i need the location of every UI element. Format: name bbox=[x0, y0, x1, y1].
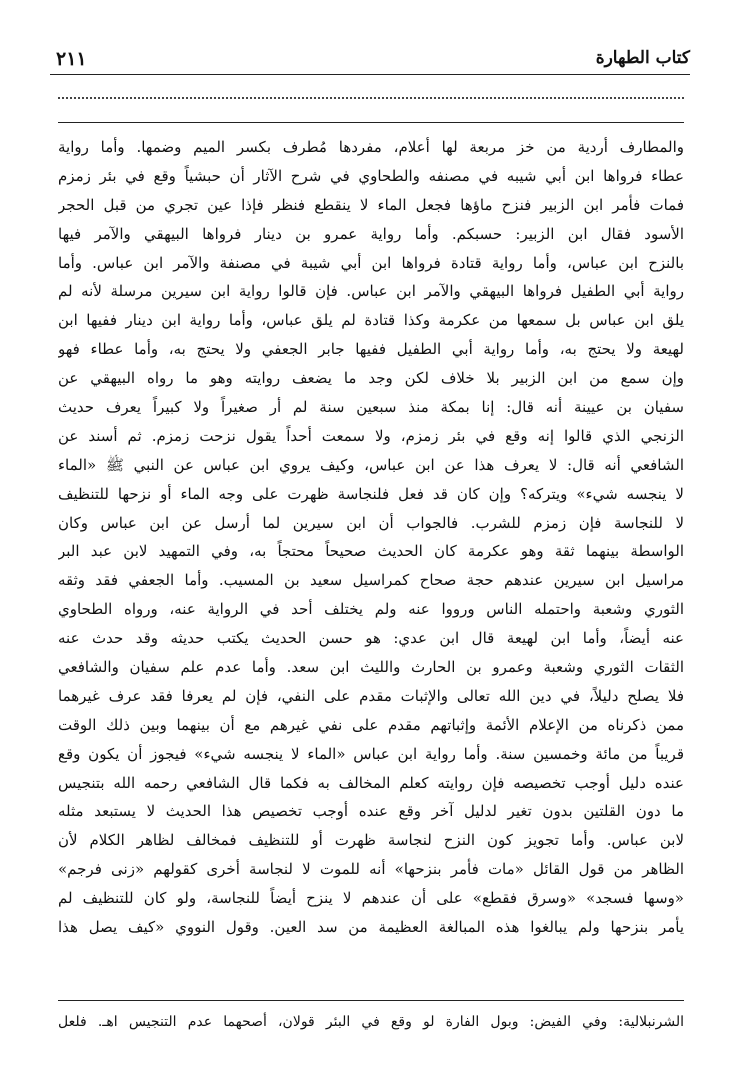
footnote-text: الشرنبلالية: وفي الفيض: وبول الفارة لو وقع في البئر قولان، أصحهما عدم التنجيس اهـ. فلعل bbox=[58, 1014, 684, 1030]
text-line: وإن سمع من ابن الزبير بلا خلاف لكن وجد ما يضعف روايته وهو ما رواه البيهقي عن bbox=[58, 369, 684, 388]
text-line: الأسود فقال ابن الزبير: حسبكم. وأما رواية عمرو بن دينار فرواها البيهقي والآمر فيها bbox=[58, 224, 684, 243]
dotted-separator bbox=[58, 97, 684, 99]
text-line: لا ينجسه شيء» ويتركه؟ وإن كان قد فعل فلنجاسة ظهرت على وجه الماء أو نزحها للتنظيف bbox=[58, 484, 684, 503]
text-line: ممن ذكرناه من الإعلام الأئمة وإثباتهم مقدم على نفي غيرهم مع أن بينهما وبين ذلك الوقت bbox=[58, 715, 684, 734]
text-line: لابن عباس. وأما تجويز كون النزح لنجاسة ظهرت أو للتنظيف فمخالف لظاهر الكلام لأن bbox=[58, 831, 684, 850]
text-line: الثقات الثوري وشعبة وعمرو بن الحارث والليث ابن سعد. وأما عدم علم سفيان والشافعي bbox=[58, 658, 684, 677]
text-line: «وسها فسجد» «وسرق فقطع» على أن عندهم لا ينزح أيضاً للنجاسة، ولو كان للتنظيف لم bbox=[58, 889, 684, 908]
footnote-rule bbox=[58, 1000, 684, 1001]
main-text-block bbox=[58, 133, 684, 942]
text-line: عنه أيضاً، وأما ابن لهيعة قال ابن عدي: هو حسن الحديث يكتب حديثه وقد حدث عنه bbox=[58, 629, 684, 648]
text-top-rule bbox=[58, 122, 684, 123]
page-number: ٢١١ bbox=[56, 48, 87, 70]
text-line: لهيعة ولا يحتج به، وأما رواية أبي الطفيل ففيها جابر الجعفي ولا يحتج به، وأما عطاء فهو bbox=[58, 340, 684, 359]
text-line: عطاء فرواها ابن أبي شيبه في مصنفه والطحاوي في شرح الآثار أن حبشياً وقع في بئر زمزم bbox=[58, 166, 684, 185]
text-line: سفيان بن عيينة أنه قال: إنا بمكة منذ سبعين سنة لم أر صغيراً ولا كبيراً يعرف حديث bbox=[58, 398, 684, 417]
text-line: عنده دليل أوجب تخصيصه فإن روايته كعلم المخالف به فكما قال الشافعي رحمه الله بتنجيس bbox=[58, 773, 684, 792]
text-line: والمطارف أردية من خز مربعة لها أعلام، مفردها مُطرف بكسر الميم وضمها. وأما رواية bbox=[58, 138, 684, 156]
text-line: فمات فأمر ابن الزبير فنزح ماؤها فجعل الماء لا ينقطع فنظر فإذا عين تجري من قبل الحجر bbox=[58, 195, 684, 214]
text-line: قريباً من مائة وخمسين سنة. وأما رواية ابن عباس «الماء لا ينجسه شيء» فيجوز أن يكون وقع bbox=[58, 744, 684, 763]
text-line: الظاهر من قول القائل «مات فأمر بنزحها» أنه للموت لا لنجاسة أخرى كقولهم «زنى فرجم» bbox=[58, 860, 684, 879]
text-line: يأمر بنزحها ولم يبالغوا هذه المبالغة العظيمة من سد العين. وقول النووي «كيف يصل هذا bbox=[58, 918, 684, 937]
page-header bbox=[50, 46, 690, 74]
text-line: الشافعي أنه قال: لا يعرف هذا عن ابن عباس، وكيف يروي ابن عباس عن النبي ﷺ «الماء bbox=[58, 455, 684, 474]
text-line: ما دون القلتين بدون تغير لدليل آخر وقع عنده أوجب تخصيص هذا الحديث لا يستبعد مثله bbox=[58, 802, 684, 821]
text-line: الواسطة بينهما ثقة وهو عكرمة كان الحديث صحيحاً محتجاً به، وفي التمهيد لابن عبد البر bbox=[58, 542, 684, 561]
text-line: يلق ابن عباس بل سمعها من عكرمة وكذا قتادة لم يلق عباس، وأما رواية ابن دينار ففيها ابن bbox=[58, 311, 684, 330]
text-line: رواية أبي الطفيل فرواها البيهقي والآمر ابن عباس. فإن قالوا رواية ابن سيرين مرسلة لأنه لم bbox=[58, 282, 684, 301]
text-line: لا للنجاسة فإن زمزم للشرب. فالجواب أن ابن سيرين لما أرسل عن ابن عباس وكان bbox=[58, 513, 684, 532]
text-line: بالنزح ابن عباس، وأما رواية قتادة فرواها ابن أبي شيبة في مصنفة والآمر ابن عباس. وأما bbox=[58, 253, 684, 272]
text-line: مراسيل ابن سيرين عندهم حجة صحاح كمراسيل سعيد بن المسيب. وأما الجعفي فقد وثقه bbox=[58, 571, 684, 590]
header-rule bbox=[50, 74, 690, 75]
text-line: الثوري وشعبة واحتمله الناس ورووا عنه ولم يختلف أحد في الرواية عنه، ورواه الطحاوي bbox=[58, 600, 684, 619]
text-line: فلا يصلح دليلاً، في دين الله تعالى والإثبات مقدم على النفي، فإن لم يعرفا فقد عرف غيرهما bbox=[58, 686, 684, 705]
text-line: الزنجي الذي قالوا إنه وقع في بئر زمزم، ولا سمعت أحداً يقول نزحت زمزم. ثم أسند عن bbox=[58, 426, 684, 445]
running-title: كتاب الطهارة bbox=[595, 48, 690, 68]
